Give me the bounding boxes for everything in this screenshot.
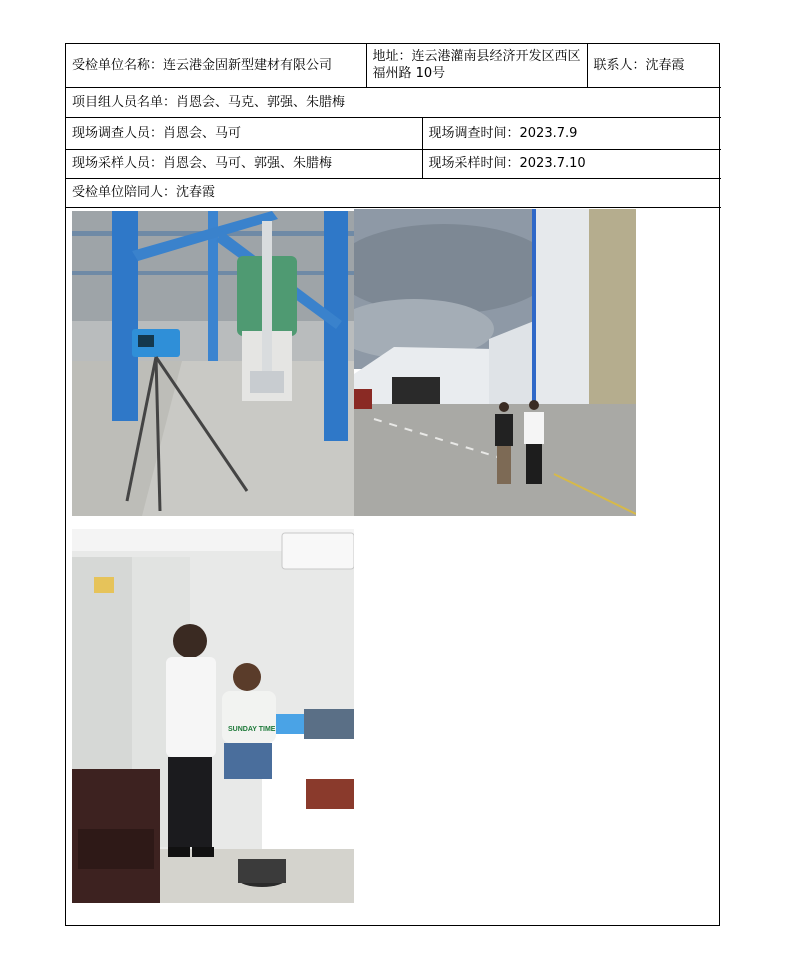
sampling-staff-cell: 现场采样人员：肖恩会、马可、郭强、朱腊梅 bbox=[66, 149, 422, 178]
tshirt-print-text: SUNDAY TIME bbox=[228, 726, 276, 733]
inspection-record-sheet bbox=[65, 43, 720, 926]
photo-area bbox=[72, 209, 712, 909]
escort-cell: 受检单位陪同人：沈春霞 bbox=[66, 178, 721, 207]
photo-factory-exterior bbox=[354, 209, 636, 516]
sampling-time-cell: 现场采样时间：2023.7.10 bbox=[422, 149, 721, 178]
survey-staff-cell: 现场调查人员：肖恩会、马可 bbox=[66, 117, 422, 149]
photo-sampling-equipment bbox=[72, 211, 354, 516]
survey-time-cell: 现场调查时间：2023.7.9 bbox=[422, 117, 721, 149]
project-members-cell: 项目组人员名单：肖恩会、马克、郭强、朱腊梅 bbox=[66, 87, 721, 117]
photo-indoor-interview bbox=[72, 529, 354, 903]
info-table bbox=[66, 44, 721, 208]
unit-name-cell: 受检单位名称：连云港金固新型建材有限公司 bbox=[66, 44, 366, 87]
address-cell: 地址：连云港灌南县经济开发区西区福州路 10号 bbox=[366, 44, 587, 87]
contact-cell: 联系人：沈春霞 bbox=[587, 44, 721, 87]
